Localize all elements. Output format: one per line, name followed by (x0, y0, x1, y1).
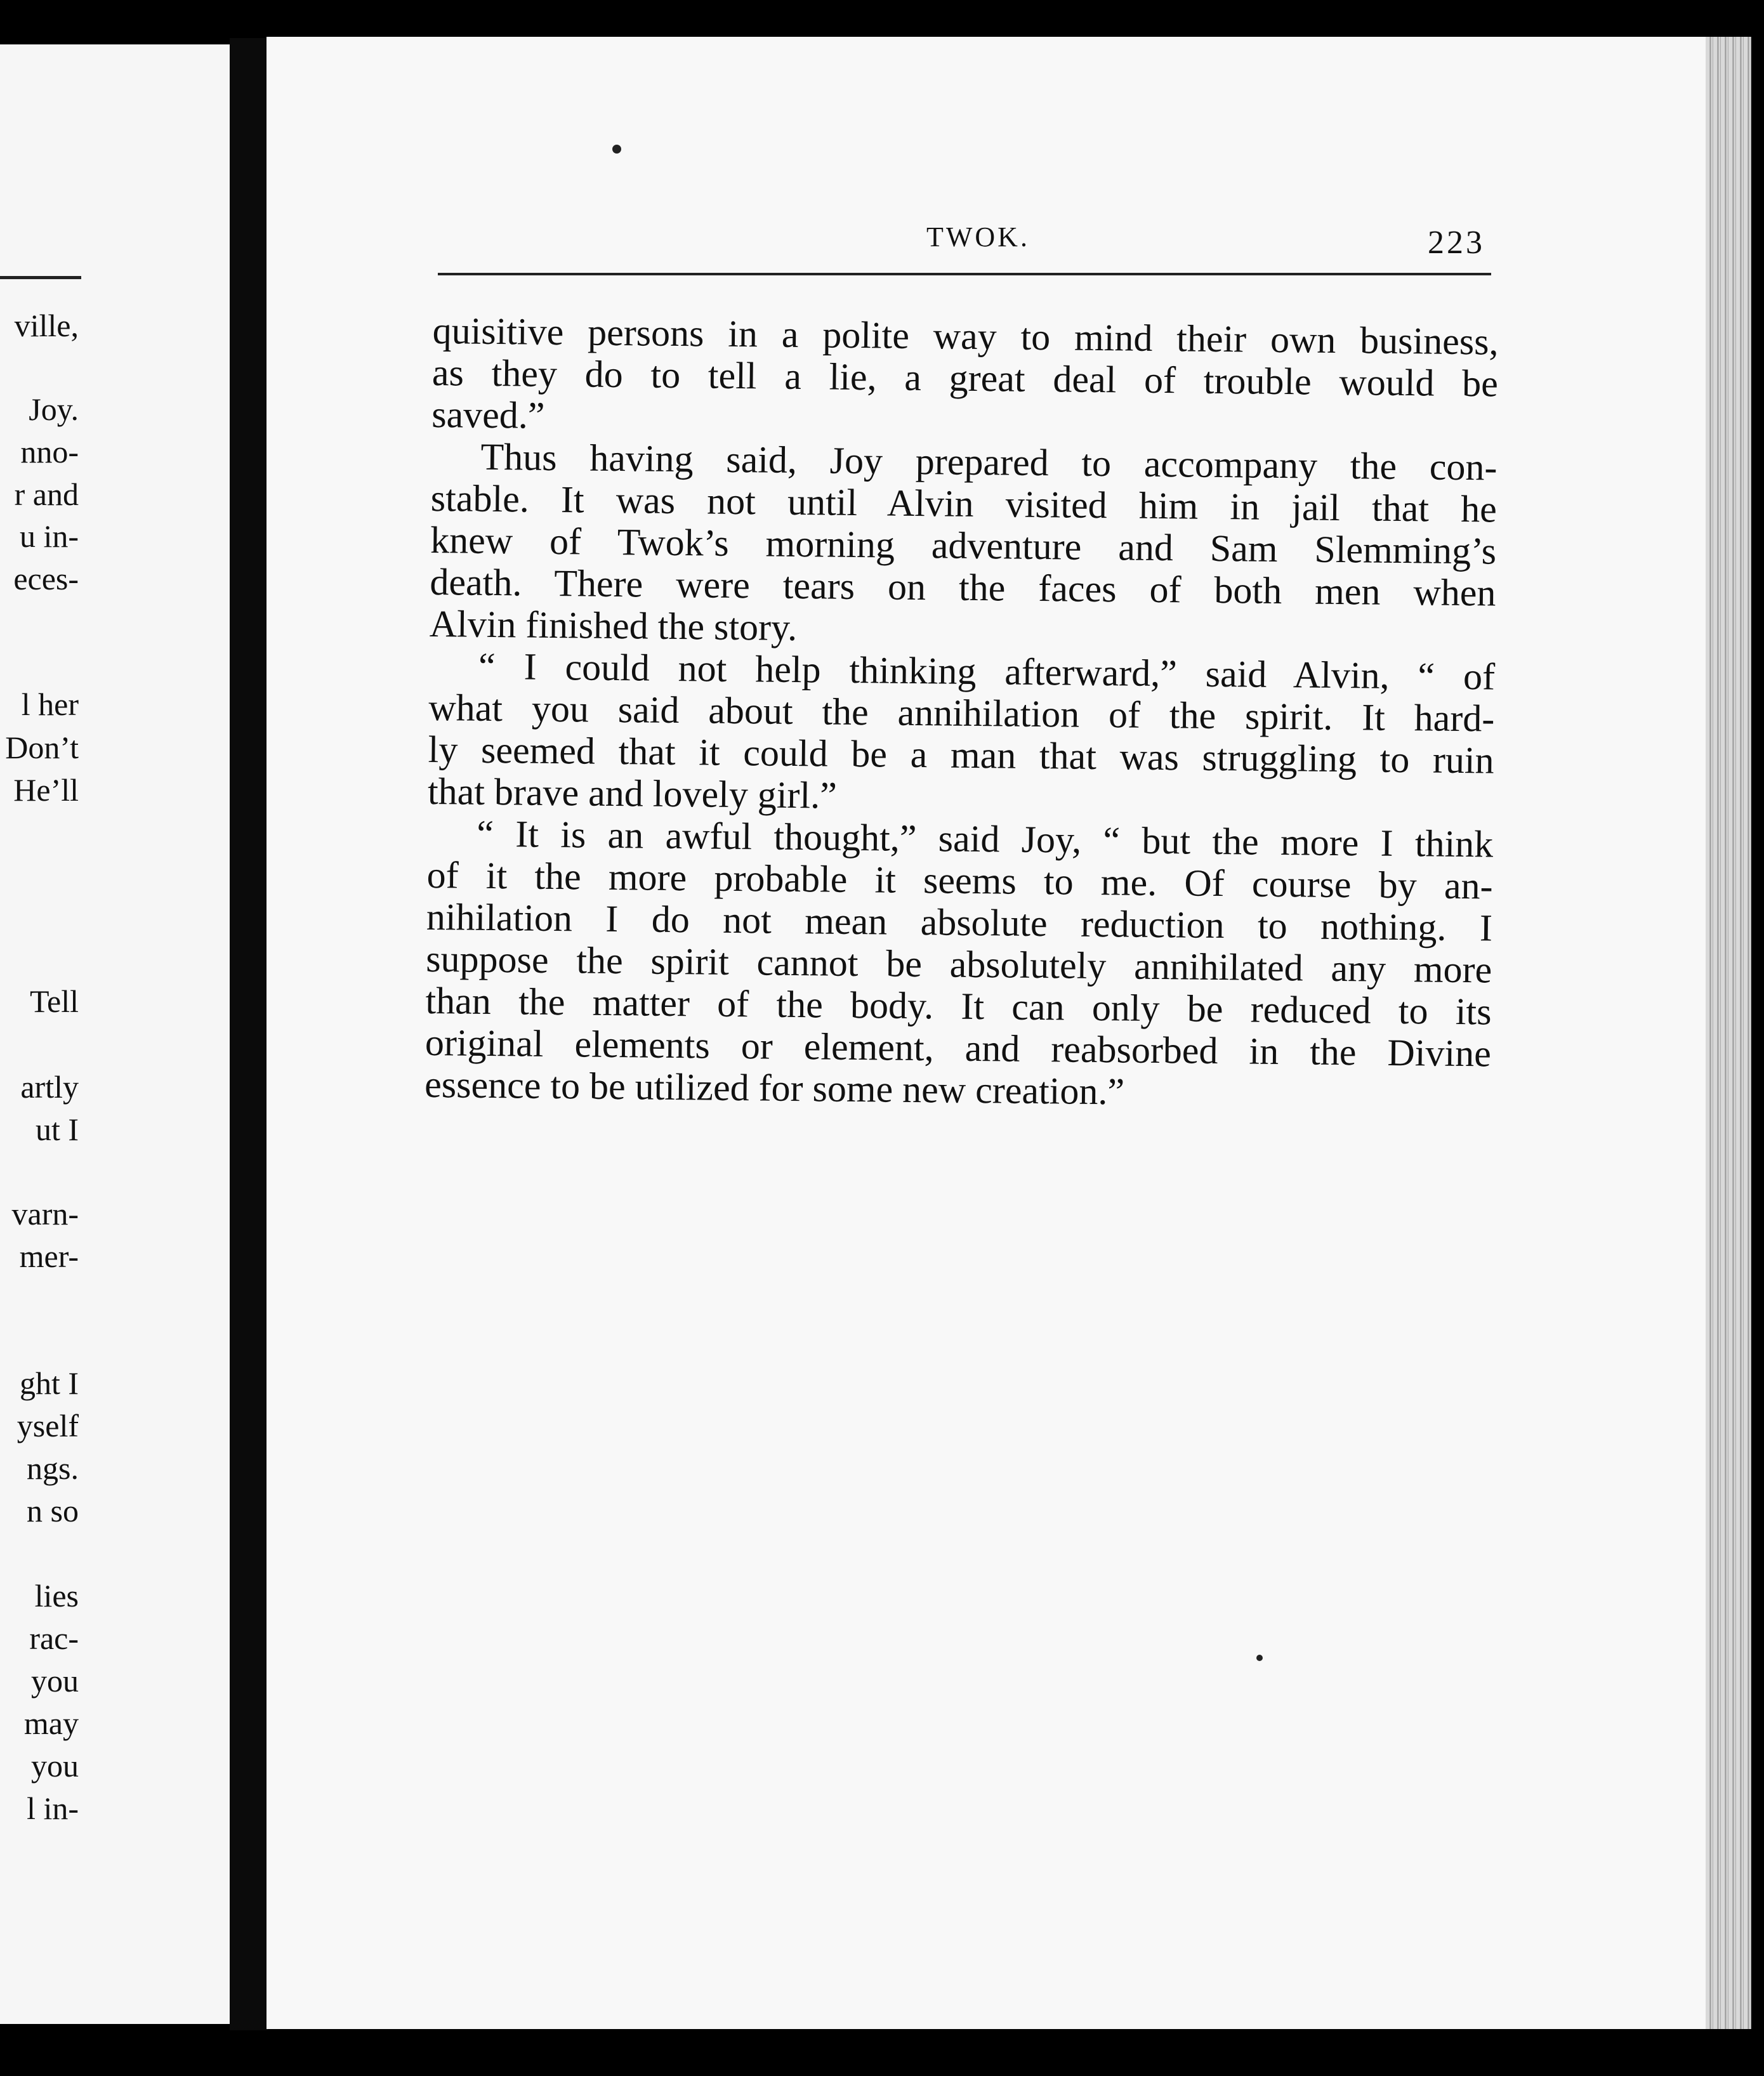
left-line: lies (34, 1578, 79, 1613)
left-line: ut I (35, 1112, 79, 1147)
text-line: Alvin finished the story. (429, 602, 798, 649)
text-line: nihilation I do not mean absolute reduction to nothing. I (426, 895, 1493, 949)
left-line: Tell (29, 983, 79, 1019)
text-line: “ I could not help thinking afterward,” said Alvin, “ of (478, 645, 1496, 698)
text-line: stable. It was not until Alvin visited him in jail that he (430, 476, 1497, 530)
text-line: knew of Twok’s morning adventure and Sam Slemming’s (430, 518, 1497, 572)
text-line: “ It is an awful thought,” said Joy, “ but the more I think (477, 812, 1494, 865)
left-line: nno- (20, 434, 79, 470)
left-line: you (31, 1748, 79, 1784)
left-line: ville, (14, 308, 79, 343)
text-line: quisitive persons in a polite way to mind their own business, (432, 310, 1499, 363)
left-line: Don’t (5, 730, 79, 765)
text-line: original elements or element, and reabsorbed in the Divine (425, 1021, 1492, 1075)
ink-speck (1256, 1655, 1263, 1661)
text-line: Thus having said, Joy prepared to accompany the con- (480, 435, 1497, 489)
text-line: of it the more probable it seems to me. Of course by an- (426, 853, 1493, 907)
left-line: He’ll (13, 772, 79, 808)
left-line: ngs. (27, 1450, 79, 1486)
left-line: l her (21, 687, 79, 722)
ink-speck (612, 145, 621, 154)
left-line: Joy. (29, 391, 79, 427)
left-line: u in- (19, 518, 79, 554)
text-line: that brave and lovely girl.” (427, 770, 838, 817)
left-line: varn- (11, 1196, 79, 1232)
header-rule (438, 273, 1491, 275)
paragraph (425, 812, 1494, 1117)
left-line: eces- (13, 561, 79, 596)
paragraph (428, 645, 1496, 824)
left-line: rac- (29, 1620, 79, 1656)
left-line: may (23, 1705, 79, 1741)
body-text (425, 310, 1499, 1117)
page-number: 223 (1428, 225, 1485, 261)
right-page (267, 37, 1751, 2029)
book-gutter (230, 38, 268, 2030)
text-line: ly seemed that it could be a man that was struggling to ruin (428, 728, 1494, 782)
running-head: TWOK. (926, 221, 1030, 253)
left-line: yself (16, 1408, 79, 1443)
left-line: mer- (19, 1238, 79, 1274)
text-line: than the matter of the body. It can only be reduced to its (425, 979, 1492, 1033)
left-facing-page (0, 44, 230, 2024)
left-line: ght I (19, 1365, 79, 1401)
paragraph (429, 435, 1497, 656)
paragraph (431, 310, 1499, 447)
page-edges (1706, 37, 1751, 2029)
text-line: what you said about the annihilation of the spirit. It hard- (428, 686, 1495, 740)
text-line: essence to be utilized for some new creation.” (424, 1063, 1125, 1113)
text-line: as they do to tell a lie, a great deal of trouble would be (431, 351, 1499, 405)
left-line: artly (20, 1069, 79, 1105)
text-line: suppose the spirit cannot be absolutely annihilated any more (425, 937, 1492, 991)
left-line: l in- (27, 1790, 79, 1826)
left-line: you (31, 1663, 79, 1698)
left-header-rule (0, 276, 81, 279)
text-line: saved.” (431, 393, 545, 437)
text-line: death. There were tears on the faces of both men when (430, 560, 1496, 614)
left-line: r and (14, 476, 79, 512)
left-line: n so (27, 1493, 79, 1528)
